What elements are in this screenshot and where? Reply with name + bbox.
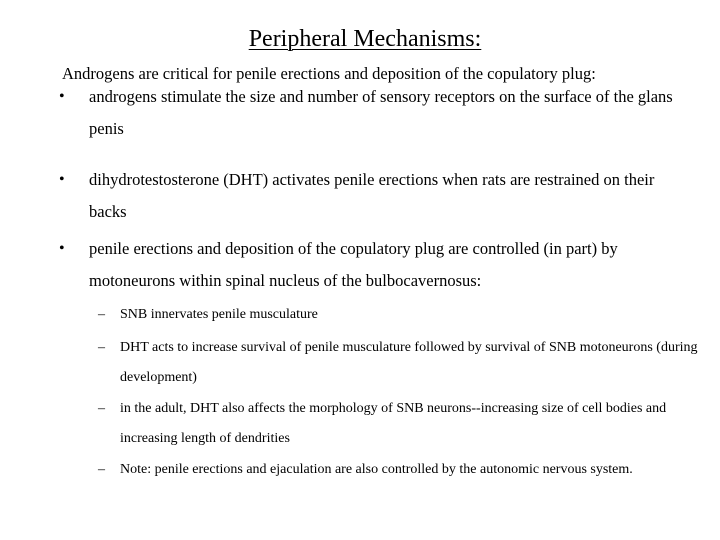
bullet-text: androgens stimulate the size and number of sensory receptors on the surface of the glans penis	[89, 87, 673, 138]
slide-title: Peripheral Mechanisms:	[248, 26, 482, 52]
intro-text: Androgens are critical for penile erections and deposition of the copulatory plug:	[62, 64, 596, 83]
sub-bullet-text: Note: penile erections and ejaculation are also controlled by the autonomic nervous system.	[120, 462, 633, 477]
dash-icon: –	[98, 307, 105, 322]
dash-icon: –	[98, 340, 105, 355]
bullet-text: penile erections and deposition of the copulatory plug are controlled (in part) by motoneurons within spinal nucleus of the bulbocavernosus:	[89, 239, 618, 290]
sub-bullet-text: in the adult, DHT also affects the morphology of SNB neurons--increasing size of cell bodies and increasing length of dendrities	[120, 401, 667, 446]
bullet-icon: •	[59, 240, 65, 257]
dash-icon: –	[98, 462, 105, 477]
dash-icon: –	[98, 401, 105, 416]
sub-bullet-text: DHT acts to increase survival of penile musculature followed by survival of SNB motoneurons (during development)	[120, 340, 698, 385]
bullet-icon: •	[59, 88, 65, 105]
sub-bullet-text: SNB innervates penile musculature	[120, 307, 318, 322]
bullet-text: dihydrotestosterone (DHT) activates penile erections when rats are restrained on their backs	[89, 170, 655, 221]
bullet-icon: •	[59, 171, 65, 188]
